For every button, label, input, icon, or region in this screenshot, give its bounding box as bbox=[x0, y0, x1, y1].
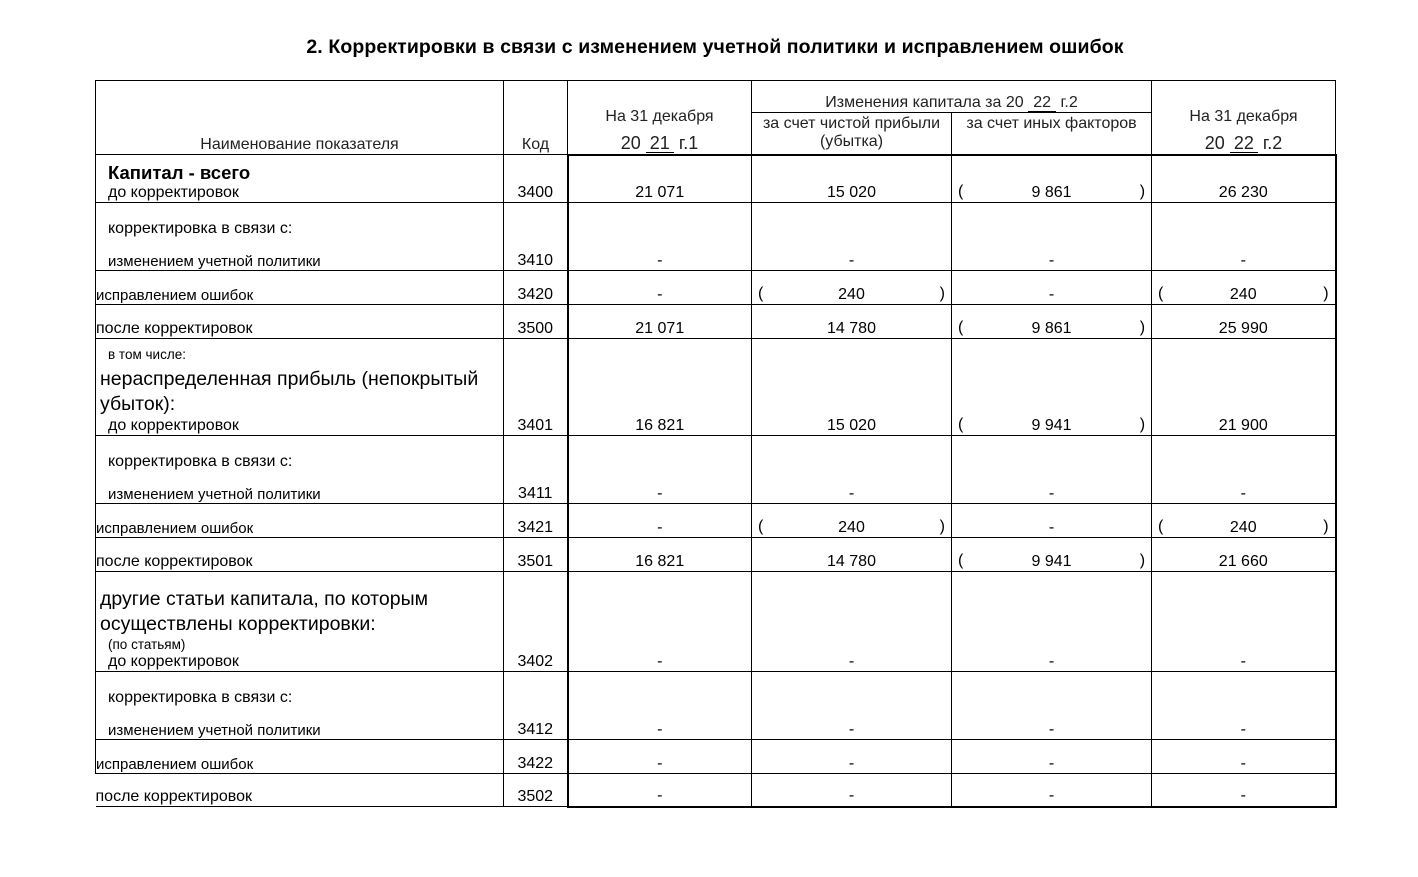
paren-close: ) bbox=[1323, 284, 1329, 302]
value-cell: 26 230 bbox=[1152, 155, 1336, 203]
label-policy: изменением учетной политики bbox=[108, 721, 321, 739]
value-cell: - bbox=[1152, 672, 1336, 740]
paren-open: ( bbox=[958, 318, 964, 336]
header-name: Наименование показателя bbox=[96, 81, 504, 155]
header-changes-year: 22 bbox=[1028, 95, 1056, 112]
value-cell: 16 821 bbox=[568, 538, 752, 572]
header-col4-prefix: 20 bbox=[1204, 132, 1225, 153]
value-cell: - bbox=[1152, 436, 1336, 504]
table-row bbox=[96, 305, 1336, 339]
value-cell: - bbox=[1152, 740, 1336, 774]
row-label bbox=[96, 672, 504, 740]
paren-open: ( bbox=[1158, 284, 1164, 302]
row-code: 3501 bbox=[504, 538, 568, 572]
value-cell-negative bbox=[952, 305, 1152, 339]
row-label bbox=[96, 572, 504, 672]
header-changes-other: за счет иных факторов bbox=[952, 113, 1152, 155]
value-cell: - bbox=[752, 572, 952, 672]
row-code: 3502 bbox=[504, 774, 568, 807]
value-cell: - bbox=[752, 740, 952, 774]
value-cell: 14 780 bbox=[752, 538, 952, 572]
label-policy: изменением учетной политики bbox=[108, 252, 321, 270]
row-label bbox=[96, 203, 504, 271]
section-heading-capital: Капитал - всего bbox=[108, 162, 251, 184]
paren-open: ( bbox=[1158, 517, 1164, 535]
row-code: 3402 bbox=[504, 572, 568, 672]
value-cell-negative bbox=[1152, 271, 1336, 305]
value-text: 240 bbox=[1229, 285, 1257, 303]
value-cell: - bbox=[952, 504, 1152, 538]
header-changes-suffix: г.2 bbox=[1060, 93, 1078, 111]
row-code: 3401 bbox=[504, 339, 568, 436]
header-col4-suffix: г.2 bbox=[1262, 132, 1283, 153]
value-cell: - bbox=[568, 203, 752, 271]
label-adjust: корректировка в связи с: bbox=[108, 689, 293, 707]
row-label bbox=[96, 436, 504, 504]
value-cell: - bbox=[1152, 203, 1336, 271]
row-label bbox=[96, 339, 504, 436]
paren-open: ( bbox=[958, 551, 964, 569]
value-cell-negative bbox=[1152, 504, 1336, 538]
label-errors: исправлением ошибок bbox=[96, 504, 504, 538]
row-code: 3400 bbox=[504, 155, 568, 203]
value-cell: 15 020 bbox=[752, 155, 952, 203]
note-including: в том числе: bbox=[108, 347, 186, 363]
label-after: после корректировок bbox=[96, 538, 504, 572]
value-cell: 21 071 bbox=[568, 155, 752, 203]
header-col1-year-line bbox=[568, 133, 751, 154]
label-adjust: корректировка в связи с: bbox=[108, 220, 293, 238]
table-row bbox=[96, 271, 1336, 305]
value-cell: - bbox=[568, 672, 752, 740]
label-adjust: корректировка в связи с: bbox=[108, 453, 293, 471]
label-after: после корректировок bbox=[96, 305, 504, 339]
row-code: 3421 bbox=[504, 504, 568, 538]
table-row bbox=[96, 672, 1336, 740]
header-col1-year: 21 bbox=[646, 134, 674, 153]
table-row bbox=[96, 538, 1336, 572]
value-cell-negative bbox=[952, 155, 1152, 203]
header-col4-title: На 31 декабря bbox=[1189, 108, 1298, 126]
adjustments-table bbox=[95, 80, 1337, 808]
value-cell: 14 780 bbox=[752, 305, 952, 339]
value-cell: - bbox=[568, 572, 752, 672]
value-cell: - bbox=[952, 774, 1152, 807]
header-col1-prefix: 20 bbox=[620, 132, 641, 153]
value-cell-negative bbox=[752, 504, 952, 538]
table-row bbox=[96, 504, 1336, 538]
value-text: 9 941 bbox=[1031, 552, 1072, 570]
header-col4-year-line bbox=[1152, 133, 1335, 154]
paren-open: ( bbox=[758, 517, 764, 535]
table-row bbox=[96, 774, 1336, 807]
label-before: до корректировок bbox=[108, 183, 239, 201]
value-cell: - bbox=[752, 203, 952, 271]
header-col4 bbox=[1152, 81, 1336, 155]
table-row bbox=[96, 436, 1336, 504]
paren-close: ) bbox=[939, 284, 945, 302]
value-cell: 15 020 bbox=[752, 339, 952, 436]
value-cell: - bbox=[952, 572, 1152, 672]
header-changes-prefix: Изменения капитала за 20 bbox=[825, 93, 1024, 111]
value-cell-negative bbox=[952, 538, 1152, 572]
value-cell: - bbox=[568, 740, 752, 774]
table-row bbox=[96, 740, 1336, 774]
value-cell: - bbox=[752, 774, 952, 807]
row-code: 3500 bbox=[504, 305, 568, 339]
value-cell: - bbox=[952, 740, 1152, 774]
label-policy: изменением учетной политики bbox=[108, 485, 321, 503]
header-col1-suffix: г.1 bbox=[678, 132, 699, 153]
note-by-articles: (по статьям) bbox=[108, 637, 186, 653]
value-cell: - bbox=[1152, 774, 1336, 807]
table-row bbox=[96, 155, 1336, 203]
header-col4-year: 22 bbox=[1230, 134, 1258, 153]
row-label bbox=[96, 155, 504, 203]
value-cell-negative bbox=[952, 339, 1152, 436]
value-cell: - bbox=[952, 672, 1152, 740]
value-cell: - bbox=[568, 271, 752, 305]
value-text: 9 941 bbox=[1031, 416, 1072, 434]
header-col1 bbox=[568, 81, 752, 155]
paren-open: ( bbox=[958, 182, 964, 200]
value-cell: 16 821 bbox=[568, 339, 752, 436]
paren-close: ) bbox=[1139, 182, 1146, 200]
value-cell: - bbox=[568, 774, 752, 807]
value-cell: 25 990 bbox=[1152, 305, 1336, 339]
value-cell: - bbox=[1152, 572, 1336, 672]
header-code: Код bbox=[504, 81, 568, 155]
paren-close: ) bbox=[1139, 415, 1146, 433]
section-heading-retained: нераспределенная прибыль (непокрытый убыток): bbox=[100, 367, 479, 415]
paren-open: ( bbox=[758, 284, 764, 302]
value-text: 240 bbox=[1229, 518, 1257, 536]
label-errors: исправлением ошибок bbox=[96, 271, 504, 305]
paren-close: ) bbox=[1323, 517, 1329, 535]
report-title: 2. Корректировки в связи с изменением учетной политики и исправлением ошибок bbox=[306, 36, 1124, 58]
value-text: 9 861 bbox=[1031, 319, 1072, 337]
value-cell: 21 071 bbox=[568, 305, 752, 339]
row-code: 3422 bbox=[504, 740, 568, 774]
row-code: 3412 bbox=[504, 672, 568, 740]
row-code: 3410 bbox=[504, 203, 568, 271]
section-heading-other: другие статьи капитала, по которым осуществлены корректировки: bbox=[100, 588, 428, 636]
paren-close: ) bbox=[939, 517, 945, 535]
table-row bbox=[96, 339, 1336, 436]
value-cell: - bbox=[752, 436, 952, 504]
value-text: 9 861 bbox=[1031, 183, 1072, 201]
value-cell: - bbox=[952, 271, 1152, 305]
value-cell: - bbox=[952, 203, 1152, 271]
value-cell: - bbox=[568, 504, 752, 538]
paren-open: ( bbox=[958, 415, 964, 433]
value-text: 240 bbox=[838, 518, 865, 536]
table-row bbox=[96, 572, 1336, 672]
header-changes bbox=[752, 81, 1152, 113]
header-col1-title: На 31 декабря bbox=[605, 108, 714, 126]
value-cell: 21 900 bbox=[1152, 339, 1336, 436]
label-after: после корректировок bbox=[96, 774, 504, 807]
value-cell-negative bbox=[752, 271, 952, 305]
header-changes-profit: за счет чистой прибыли (убытка) bbox=[752, 113, 952, 155]
value-cell: - bbox=[952, 436, 1152, 504]
label-before: до корректировок bbox=[108, 652, 239, 670]
row-code: 3420 bbox=[504, 271, 568, 305]
label-errors: исправлением ошибок bbox=[96, 740, 504, 774]
paren-close: ) bbox=[1139, 318, 1146, 336]
value-cell: - bbox=[568, 436, 752, 504]
value-cell: 21 660 bbox=[1152, 538, 1336, 572]
paren-close: ) bbox=[1139, 551, 1146, 569]
table-row bbox=[96, 203, 1336, 271]
row-code: 3411 bbox=[504, 436, 568, 504]
value-cell: - bbox=[752, 672, 952, 740]
value-text: 240 bbox=[838, 285, 865, 303]
label-before: до корректировок bbox=[108, 416, 239, 434]
